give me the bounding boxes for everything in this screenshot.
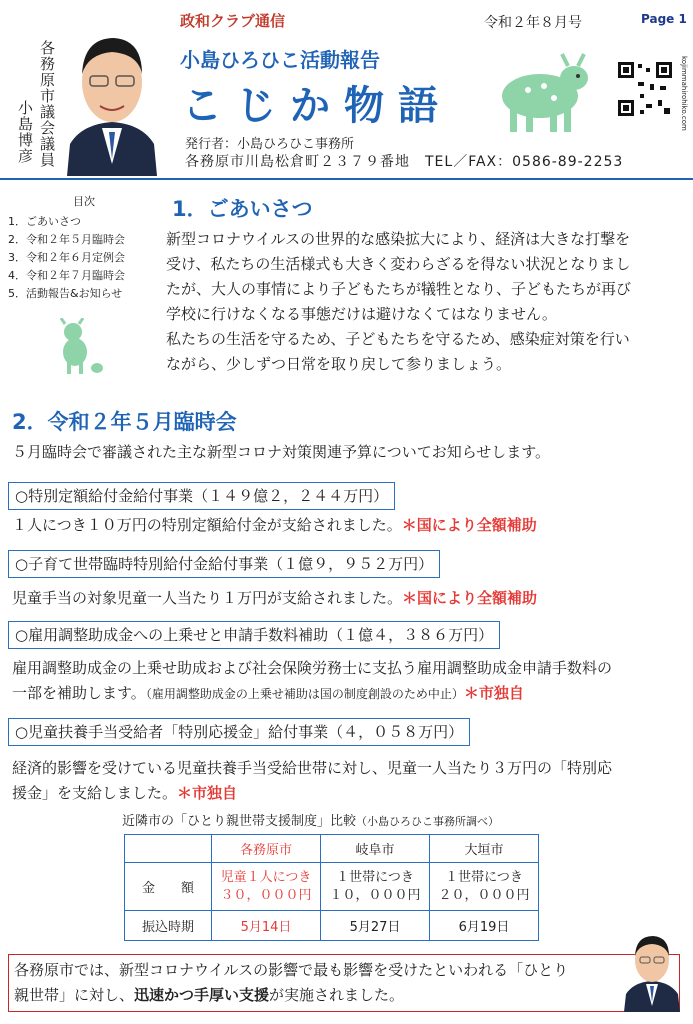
table-row xyxy=(125,863,539,911)
table-cell xyxy=(212,863,321,911)
funding-note: ＊国により全額補助 xyxy=(402,589,538,607)
deer-mascot-icon xyxy=(488,52,596,136)
toc-title: 目次 xyxy=(73,195,95,208)
closing-text xyxy=(14,958,568,1008)
budget-item-text xyxy=(12,656,612,707)
address-tel: 各務原市川島松倉町２３７９番地 TEL／FAX：0586-89-2253 xyxy=(185,154,624,170)
cell-line: 児童１人につき xyxy=(220,869,312,885)
toc-item: 1．ごあいさつ xyxy=(8,215,81,228)
vertical-title: 各務原市議会議員 xyxy=(38,40,56,168)
comparison-table xyxy=(124,834,539,941)
section1-title: 1．ごあいさつ xyxy=(172,197,313,221)
table-header-cell xyxy=(125,835,212,863)
item-text: 経済的影響を受けている児童扶養手当受給世帯に対し、児童一人当たり３万円の「特別応 xyxy=(12,759,613,777)
budget-item-text xyxy=(12,586,537,611)
cell-line: １世帯につき xyxy=(336,869,414,885)
table-row-label: 金 額 xyxy=(125,863,212,911)
budget-item-heading: ○児童扶養手当受給者「特別応援金」給付事業（４，０５８万円） xyxy=(8,718,470,746)
section2-title: 2．令和２年５月臨時会 xyxy=(12,410,237,434)
qr-side-text: kojimmahirohiko.com xyxy=(680,56,688,131)
portrait-photo xyxy=(62,24,162,176)
table-row xyxy=(125,911,539,941)
funding-note: ＊国により全額補助 xyxy=(401,516,537,534)
table-of-contents xyxy=(8,193,160,303)
table-cell: 5月14日 xyxy=(212,911,321,941)
portrait-small xyxy=(622,928,682,1012)
club-name: 政和クラブ通信 xyxy=(180,12,286,30)
table-header-cell: 岐阜市 xyxy=(321,835,430,863)
publisher: 発行者：小島ひろひこ事務所 xyxy=(185,137,355,152)
table-header-cell: 各務原市 xyxy=(212,835,321,863)
item-text: 援金」を支給しました。 xyxy=(12,784,178,802)
closing-line: が実施されました。 xyxy=(269,986,405,1004)
header-divider xyxy=(0,178,693,180)
section1-body xyxy=(166,227,686,377)
cell-line: ３０，０００円 xyxy=(220,887,312,903)
toc-item: 3．令和２年６月定例会 xyxy=(8,251,125,264)
vertical-name: 小島博彦 xyxy=(16,100,34,164)
table-row-label: 振込時期 xyxy=(125,911,212,941)
paragraph-line: たが、大人の事情により子どもたちが犠牲となり、子どもたちが再び xyxy=(166,280,632,298)
budget-item-text xyxy=(12,756,612,806)
table-cell xyxy=(321,863,430,911)
section2-intro: ５月臨時会で審議された主な新型コロナ対策関連予算についてお知らせします。 xyxy=(12,443,551,461)
paragraph-line: ながら、少しずつ日常を取り戻して参りましょう。 xyxy=(166,355,512,373)
fawn-illustration xyxy=(55,318,105,376)
table-row xyxy=(125,835,539,863)
cell-line: １世帯につき xyxy=(445,869,523,885)
item-text: 雇用調整助成金の上乗せ助成および社会保険労務士に支払う雇用調整助成金申請手数料の xyxy=(12,659,613,677)
budget-item-heading: ○子育て世帯臨時特別給付金給付事業（１億９，９５２万円） xyxy=(8,550,440,578)
budget-item-text xyxy=(12,513,537,538)
table-cell xyxy=(430,863,539,911)
budget-item-heading: ○特別定額給付金給付事業（１４９億２，２４４万円） xyxy=(8,482,395,510)
small-note: （雇用調整助成金の上乗せ補助は国の制度創設のため中止） xyxy=(145,687,464,701)
paragraph-line: 学校に行けなくなる事態だけは避けなくてはなりません。 xyxy=(166,305,557,323)
paragraph-line: 私たちの生活を守るため、子どもたちを守るため、感染症対策を行い xyxy=(166,330,630,348)
table-header-cell: 大垣市 xyxy=(430,835,539,863)
cell-line: １０，０００円 xyxy=(329,887,421,903)
closing-emphasis: 迅速かつ手厚い支援 xyxy=(134,986,270,1004)
toc-item: 5．活動報告&お知らせ xyxy=(8,287,123,300)
issue-date: 令和２年８月号 xyxy=(484,15,582,31)
caption-text: 近隣市の「ひとり親世帯支援制度」比較 xyxy=(122,814,357,829)
budget-item-heading: ○雇用調整助成金への上乗せと申請手数料補助（１億４，３８６万円） xyxy=(8,621,500,649)
table-caption xyxy=(122,810,499,829)
qr-code xyxy=(616,60,674,118)
paragraph-line: 新型コロナウイルスの世界的な感染拡大により、経済は大きな打撃を xyxy=(166,230,631,248)
item-text: 一部を補助します。 xyxy=(12,684,146,702)
newsletter-name: こじか物語 xyxy=(182,83,452,129)
report-title: 小島ひろひこ活動報告 xyxy=(180,48,380,72)
table-cell: 6月19日 xyxy=(430,911,539,941)
paragraph-line: 受け、私たちの生活様式も大きく変わらざるを得ない状況となりまし xyxy=(166,255,631,273)
item-text: 児童手当の対象児童一人当たり１万円が支給されました。 xyxy=(12,589,403,607)
table-cell: 5月27日 xyxy=(321,911,430,941)
cell-line: ２０，０００円 xyxy=(438,887,530,903)
funding-note: ＊市独自 xyxy=(177,784,238,802)
caption-source: （小島ひろひこ事務所調べ） xyxy=(356,815,500,828)
toc-item: 2．令和２年５月臨時会 xyxy=(8,233,125,246)
closing-line: 親世帯」に対し、 xyxy=(14,986,135,1004)
item-text: １人につき１０万円の特別定額給付金が支給されました。 xyxy=(12,516,402,534)
toc-item: 4．令和２年７月臨時会 xyxy=(8,269,125,282)
funding-note: ＊市独自 xyxy=(463,684,524,702)
page-number: Page 1 xyxy=(641,12,687,26)
closing-line: 各務原市では、新型コロナウイルスの影響で最も影響を受けたといわれる「ひとり xyxy=(14,961,569,979)
